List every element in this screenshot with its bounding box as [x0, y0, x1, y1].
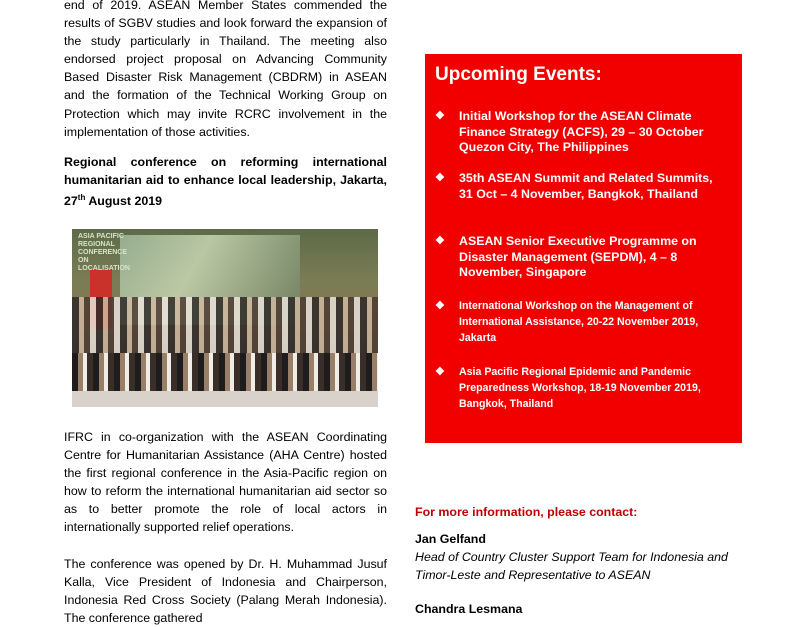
heading-tail: August 2019	[85, 194, 163, 209]
event-item	[435, 364, 729, 412]
upcoming-events-box	[425, 54, 742, 443]
lower-left-column	[64, 428, 387, 627]
diamond-bullet-icon: ❖	[435, 300, 445, 312]
event-item	[435, 171, 729, 202]
crowd-front-row	[72, 353, 378, 393]
event-text: Asia Pacific Regional Epidemic and Pandemic Preparedness Workshop, 18-19 November 2019, Bangkok, Thailand	[459, 366, 701, 410]
event-text: 35th ASEAN Summit and Related Summits, 31 Oct – 4 November, Bangkok, Thailand	[459, 171, 713, 201]
event-text: ASEAN Senior Executive Programme on Disaster Management (SEPDM), 4 – 8 November, Singapore	[459, 234, 697, 279]
paragraph-ifrc: IFRC in co-organization with the ASEAN Coordinating Centre for Humanitarian Assistance (AHA Centre) hosted the first regional conference in the Asia-Pacific region on how to reform the international humanitarian aid sector so as to better promote the role of local actors in internationally supported relief operations.	[64, 430, 387, 535]
event-text: International Workshop on the Management of International Assistance, 20-22 November 2019, Jakarta	[459, 300, 699, 344]
diamond-bullet-icon: ❖	[435, 366, 445, 378]
contact-name: Chandra Lesmana	[415, 602, 523, 616]
contact-title: For more information, please contact:	[415, 505, 638, 519]
diamond-bullet-icon: ❖	[435, 172, 445, 184]
event-item	[435, 109, 729, 156]
left-column	[64, 0, 387, 210]
diamond-bullet-icon: ❖	[435, 235, 445, 247]
contact-section	[415, 503, 755, 618]
intro-paragraph: end of 2019. ASEAN Member States commended the results of SGBV studies and look forward the expansion of the study particularly in Thailand. The meeting also endorsed project proposal on Advancing Community Based Disaster Risk Management (CBDRM) in ASEAN and the formation of the Technical Working Group on Protection which may invite RCRC involvement in the implementation of those activities.	[64, 0, 387, 139]
paragraph-opening: The conference was opened by Dr. H. Muhammad Jusuf Kalla, Vice President of Indonesia and Chairperson, Indonesia Red Cross Society (Palang Merah Indonesia). The conference gathered	[64, 556, 387, 625]
event-item	[435, 298, 729, 346]
conference-photo	[72, 229, 378, 407]
article-heading	[64, 153, 387, 210]
contact-name: Jan Gelfand	[415, 532, 486, 546]
diamond-bullet-icon: ❖	[435, 110, 445, 122]
events-title: Upcoming Events:	[435, 64, 602, 85]
contact-role: Head of Country Cluster Support Team for Indonesia and Timor-Leste and Representative to ASEAN	[415, 550, 728, 582]
heading-superscript: th	[77, 192, 86, 202]
heading-main: Regional conference on reforming international humanitarian aid to enhance local leadership, Jakarta, 27	[64, 154, 387, 209]
floor	[72, 391, 378, 407]
event-text: Initial Workshop for the ASEAN Climate Finance Strategy (ACFS), 29 – 30 October Quezon City, The Philippines	[459, 109, 704, 154]
photo-screen-text: ASIA PACIFIC REGIONAL CONFERENCE ON LOCALISATION	[78, 233, 130, 272]
event-item	[435, 234, 729, 281]
